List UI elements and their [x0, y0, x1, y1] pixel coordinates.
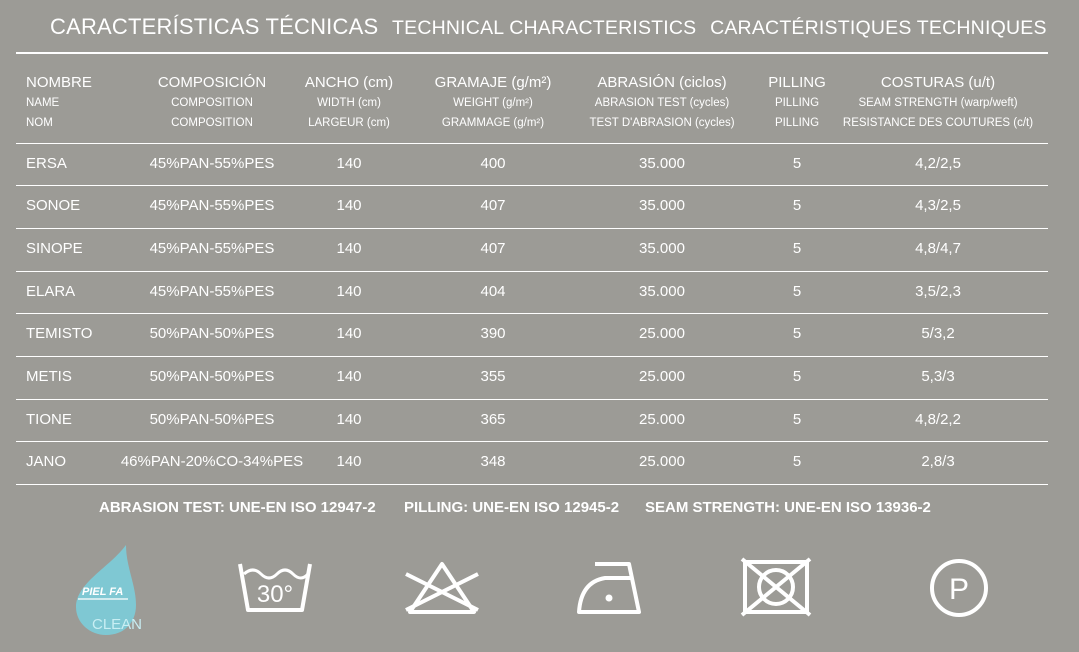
cell-pilling: 5 — [792, 155, 802, 172]
cell-seams: 2,8/3 — [921, 453, 955, 470]
table-row — [16, 399, 1048, 442]
col-header-es: GRAMAJE (g/m²) — [434, 74, 552, 91]
cell-name: SONOE — [26, 197, 81, 214]
standard-pilling: PILLING: UNE-EN ISO 12945-2 — [404, 499, 620, 516]
table-row — [16, 356, 1048, 399]
col-header-en: WIDTH (cm) — [317, 97, 381, 109]
col-header-fr: COMPOSITION — [171, 117, 253, 129]
cell-width: 140 — [336, 325, 362, 342]
col-header-fr: PILLING — [774, 117, 820, 129]
cell-seams: 4,8/2,2 — [915, 411, 961, 428]
brand-text: PIEL FA — [82, 586, 124, 598]
table-row — [16, 271, 1048, 314]
cell-pilling: 5 — [792, 240, 802, 257]
cell-abrasion: 25.000 — [639, 411, 685, 428]
page-title — [50, 14, 1047, 40]
col-header-composition — [137, 73, 287, 133]
col-header-en: WEIGHT (g/m²) — [453, 97, 533, 109]
title-es: CARACTERÍSTICAS TÉCNICAS — [50, 14, 379, 39]
cell-width: 140 — [336, 411, 362, 428]
cell-name: SINOPE — [26, 240, 83, 257]
cell-composition: 50%PAN-50%PES — [149, 325, 275, 342]
table-row — [16, 185, 1048, 228]
cell-composition: 50%PAN-50%PES — [149, 368, 275, 385]
cell-abrasion: 35.000 — [639, 283, 685, 300]
col-header-width — [289, 73, 409, 133]
no-bleach-icon — [404, 560, 480, 616]
standard-abrasion: ABRASION TEST: UNE-EN ISO 12947-2 — [99, 499, 376, 516]
cell-pilling: 5 — [792, 411, 802, 428]
cell-name: ERSA — [26, 155, 67, 172]
table-row — [16, 313, 1048, 356]
cell-weight: 400 — [480, 155, 506, 172]
dry-clean-p-icon — [928, 557, 990, 619]
cell-composition: 45%PAN-55%PES — [149, 240, 275, 257]
cell-weight: 407 — [480, 240, 506, 257]
cell-seams: 4,8/4,7 — [915, 240, 961, 257]
cell-seams: 5,3/3 — [921, 368, 955, 385]
col-header-es: COMPOSICIÓN — [157, 74, 267, 91]
cell-name: TEMISTO — [26, 325, 93, 342]
cell-abrasion: 25.000 — [639, 453, 685, 470]
cell-pilling: 5 — [792, 197, 802, 214]
table-row — [16, 441, 1048, 485]
col-header-fr: TEST D'ABRASION (cycles) — [589, 117, 735, 129]
cell-seams: 5/3,2 — [921, 325, 955, 342]
col-header-fr: NOM — [26, 117, 53, 129]
cell-width: 140 — [336, 240, 362, 257]
pielfa-clean-drop-icon — [70, 543, 150, 638]
col-header-en: SEAM STRENGTH (warp/weft) — [858, 97, 1018, 109]
cell-name: ELARA — [26, 283, 76, 300]
cell-weight: 348 — [480, 453, 506, 470]
col-header-weight — [413, 73, 573, 133]
cell-pilling: 5 — [792, 453, 802, 470]
cell-weight: 390 — [480, 325, 506, 342]
cell-composition: 50%PAN-50%PES — [149, 411, 275, 428]
table-row — [16, 228, 1048, 271]
cell-abrasion: 35.000 — [639, 155, 685, 172]
cell-composition: 45%PAN-55%PES — [149, 155, 275, 172]
col-header-es: COSTURAS (u/t) — [880, 74, 996, 91]
col-header-fr: LARGEUR (cm) — [308, 117, 390, 129]
cell-pilling: 5 — [792, 283, 802, 300]
title-divider — [16, 52, 1048, 54]
col-header-en: COMPOSITION — [171, 97, 253, 109]
cell-pilling: 5 — [792, 368, 802, 385]
standard-seam: SEAM STRENGTH: UNE-EN ISO 13936-2 — [645, 499, 931, 516]
cell-seams: 4,2/2,5 — [915, 155, 961, 172]
col-header-es: ANCHO (cm) — [304, 74, 394, 91]
col-header-seams — [832, 73, 1044, 133]
col-header-pilling — [757, 73, 837, 133]
cell-abrasion: 35.000 — [639, 240, 685, 257]
cell-weight: 404 — [480, 283, 506, 300]
col-header-abrasion — [576, 73, 748, 133]
cell-seams: 4,3/2,5 — [915, 197, 961, 214]
cell-weight: 365 — [480, 411, 506, 428]
col-header-es: ABRASIÓN (ciclos) — [597, 74, 727, 91]
cell-pilling: 5 — [792, 325, 802, 342]
cell-width: 140 — [336, 453, 362, 470]
cell-width: 140 — [336, 283, 362, 300]
col-header-en: PILLING — [774, 97, 820, 109]
col-header-name — [26, 73, 92, 133]
cell-name: JANO — [26, 453, 67, 470]
table-row — [16, 143, 1048, 186]
clean-label: CLEAN — [92, 616, 143, 633]
cell-composition: 45%PAN-55%PES — [149, 283, 275, 300]
cell-weight: 407 — [480, 197, 506, 214]
cell-composition: 46%PAN-20%CO-34%PES — [120, 453, 304, 470]
cell-composition: 45%PAN-55%PES — [149, 197, 275, 214]
cell-abrasion: 25.000 — [639, 325, 685, 342]
dry-clean-letter: P — [948, 573, 970, 606]
col-header-fr: GRAMMAGE (g/m²) — [441, 117, 545, 129]
cell-width: 140 — [336, 368, 362, 385]
no-tumble-dry-icon — [740, 557, 812, 617]
cell-seams: 3,5/2,3 — [915, 283, 961, 300]
cell-width: 140 — [336, 197, 362, 214]
cell-width: 140 — [336, 155, 362, 172]
cell-weight: 355 — [480, 368, 506, 385]
col-header-en: ABRASION TEST (cycles) — [594, 97, 730, 109]
title-fr: CARACTÉRISTIQUES TECHNIQUES — [710, 17, 1047, 39]
col-header-fr: RESISTANCE DES COUTURES (c/t) — [842, 117, 1034, 129]
cell-name: TIONE — [26, 411, 72, 428]
col-header-es: PILLING — [768, 74, 826, 91]
col-header-en: NAME — [26, 97, 60, 109]
wash-30-icon — [236, 558, 314, 616]
wash-temperature: 30° — [256, 581, 294, 608]
title-en: TECHNICAL CHARACTERISTICS — [392, 17, 697, 39]
cell-abrasion: 25.000 — [639, 368, 685, 385]
cell-name: METIS — [26, 368, 72, 385]
col-header-es: NOMBRE — [26, 74, 92, 91]
cell-abrasion: 35.000 — [639, 197, 685, 214]
iron-low-icon — [575, 560, 643, 616]
